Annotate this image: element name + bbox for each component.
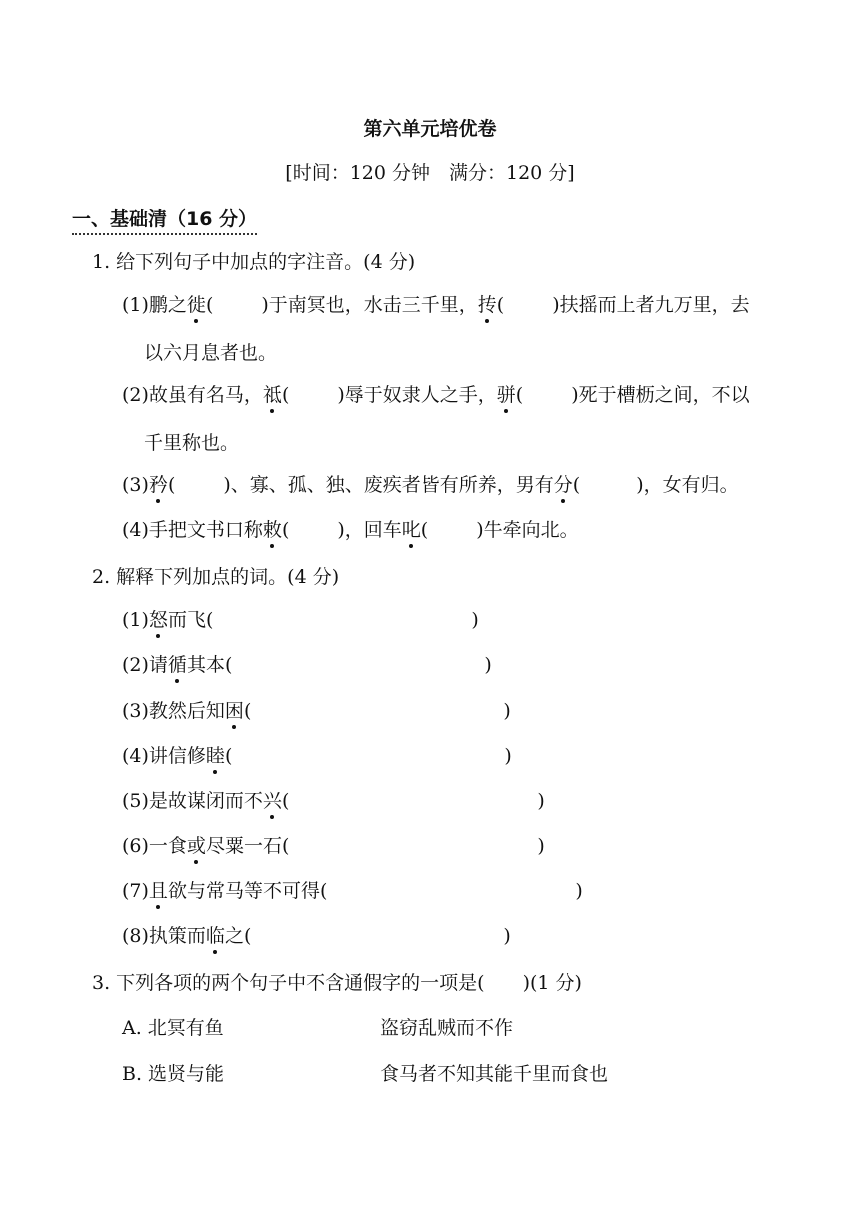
dotted-char: 矜 [149, 471, 168, 499]
q2-item-4: (4)讲信修睦( ) [122, 742, 512, 770]
dotted-char: 叱 [402, 516, 421, 544]
q3-stem: 3. 下列各项的两个句子中不含通假字的一项是( )(1 分) [92, 972, 582, 994]
dotted-char: 抟 [478, 291, 497, 319]
q2-item-8: (8)执策而临之( ) [122, 922, 511, 950]
q2-item-5: (5)是故谋闭而不兴( ) [122, 787, 545, 815]
dotted-char: 睦 [206, 742, 225, 770]
q2-item-1: (1)怒而飞( ) [122, 606, 479, 634]
q3-option-b-right: 食马者不知其能千里而食也 [380, 1063, 609, 1085]
section-heading: 一、基础清（16 分） [72, 204, 257, 235]
q1-line-2: (2)故虽有名马，祗( )辱于奴隶人之手，骈( )死于槽枥之间，不以 [122, 381, 750, 409]
dotted-char: 兴 [263, 787, 282, 815]
dotted-char: 徙 [187, 291, 206, 319]
dotted-char: 困 [225, 697, 244, 725]
q2-item-2: (2)请循其本( ) [122, 651, 492, 679]
dotted-char: 临 [206, 922, 225, 950]
q1-line-1b: 以六月息者也。 [144, 342, 278, 364]
dotted-char: 或 [187, 832, 206, 860]
dotted-char: 敕 [263, 516, 282, 544]
q3-option-b-left: B. 选贤与能 [122, 1063, 225, 1085]
q1-line-3: (3)矜( )、寡、孤、独、废疾者皆有所养，男有分( )，女有归。 [122, 471, 739, 499]
dotted-char: 且 [149, 877, 168, 905]
q2-item-7: (7)且欲与常马等不可得( ) [122, 877, 583, 905]
q1-stem: 1. 给下列句子中加点的字注音。(4 分) [92, 251, 416, 273]
dotted-char: 怒 [149, 606, 168, 634]
q1-line-1: (1)鹏之徙( )于南冥也，水击三千里，抟( )扶摇而上者九万里，去 [122, 291, 750, 319]
dotted-char: 祗 [263, 381, 282, 409]
q3-option-a-right: 盗窃乱贼而不作 [380, 1017, 514, 1039]
page-title: 第六单元培优卷 [363, 118, 497, 140]
dotted-char: 循 [168, 651, 187, 679]
q1-line-4: (4)手把文书口称敕( )，回车叱( )牛牵向北。 [122, 516, 579, 544]
exam-meta: [时间：120 分钟 满分：120 分] [285, 162, 575, 184]
dotted-char: 分 [554, 471, 573, 499]
q1-line-2b: 千里称也。 [144, 432, 240, 454]
q2-stem: 2. 解释下列加点的词。(4 分) [92, 566, 340, 588]
q2-item-6: (6)一食或尽粟一石( ) [122, 832, 545, 860]
q3-option-a-left: A. 北冥有鱼 [122, 1017, 224, 1039]
dotted-char: 骈 [497, 381, 516, 409]
q2-item-3: (3)教然后知困( ) [122, 697, 511, 725]
